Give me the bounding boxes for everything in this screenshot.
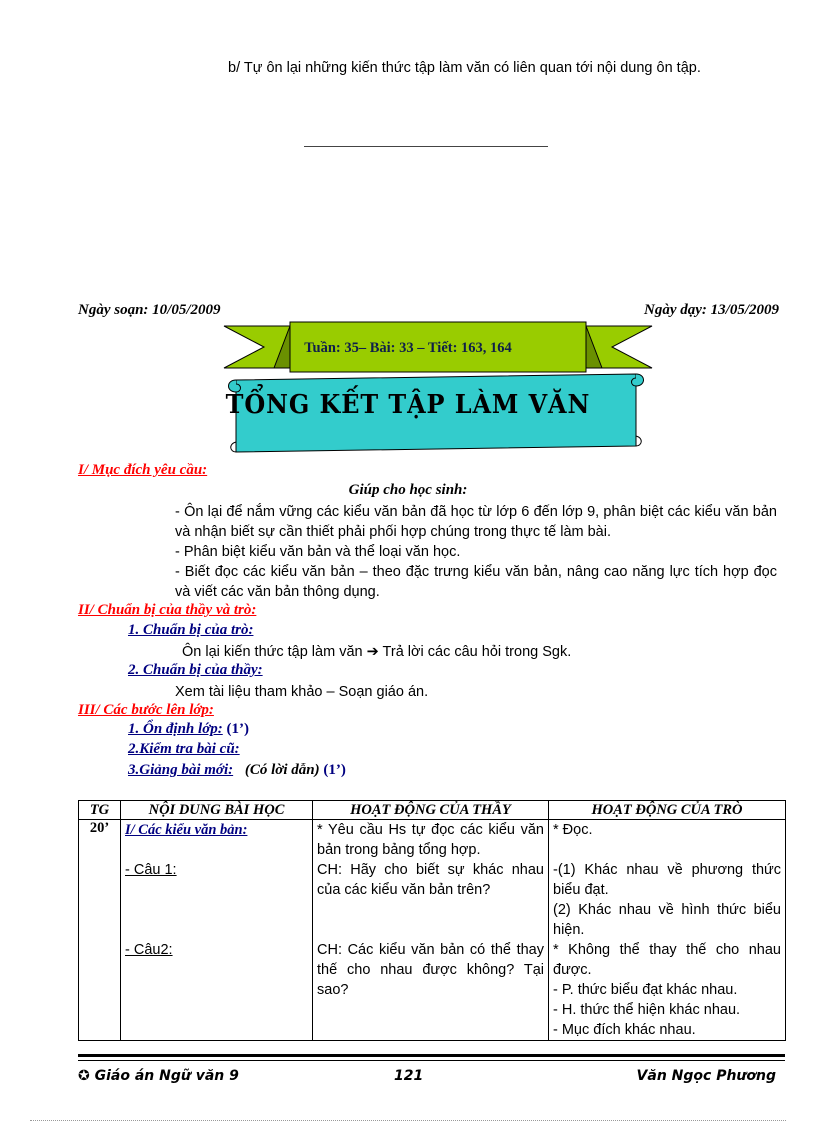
student-prep-text-a: Ôn lại kiến thức tập làm văn xyxy=(182,644,363,660)
objective-1: - Ôn lại để nắm vững các kiểu văn bản đã học từ lớp 6 đến lớp 9, phân biệt các kiểu văn bản và nhận biết sự cần thiết phải phối hợp chúng trong thực tế làm bài. xyxy=(175,504,777,540)
student-answer-5: - H. thức thể hiện khác nhau. xyxy=(553,1002,741,1018)
section2-heading: II/ Chuẩn bị của thầy và trò: xyxy=(78,602,257,618)
student-answer-4: - P. thức biểu đạt khác nhau. xyxy=(553,982,738,998)
week-lesson-label: Tuần: 35– Bài: 33 – Tiết: 163, 164 xyxy=(304,340,512,356)
lesson-table xyxy=(78,800,786,1041)
page-number: 121 xyxy=(394,1068,424,1084)
review-instruction: b/ Tự ôn lại những kiến thức tập làm văn có liên quan tới nội dung ôn tập. xyxy=(228,60,701,76)
step3-label: 3.Giảng bài mới: xyxy=(128,762,234,778)
page-edge xyxy=(30,1120,786,1121)
student-answer-2: (2) Khác nhau về hình thức biểu hiện. xyxy=(553,902,781,938)
scroll-curl-left-bottom xyxy=(231,442,236,452)
teacher-activity-1: * Yêu cầu Hs tự đọc các kiểu văn bản trong bảng tổng hợp. xyxy=(317,822,544,858)
date-taught: Ngày dạy: 13/05/2009 xyxy=(644,302,779,318)
footer-author: Văn Ngọc Phương xyxy=(636,1068,776,1084)
header-content: NỘI DUNG BÀI HỌC xyxy=(121,801,313,820)
step3-note: (Có lời dẫn) xyxy=(244,762,320,778)
header-time: TG xyxy=(79,801,121,820)
step1-time: (1’) xyxy=(226,721,249,737)
scroll-curl-right-bottom xyxy=(636,436,641,446)
step2-label: 2.Kiểm tra bài cũ: xyxy=(128,741,240,757)
table-header-row xyxy=(79,801,786,820)
date-prepared: Ngày soạn: 10/05/2009 xyxy=(78,302,221,318)
step1-line xyxy=(128,721,249,738)
footer-rule-thin xyxy=(78,1060,785,1061)
student-prep-text-b: Trả lời các câu hỏi trong Sgk. xyxy=(382,644,572,660)
question-1: - Câu 1: xyxy=(125,862,177,878)
objective-2: - Phân biệt kiểu văn bản và thể loại văn học. xyxy=(175,544,461,560)
flower-icon: ✪ xyxy=(78,1068,90,1084)
section1-intro: Giúp cho học sinh: xyxy=(348,482,468,498)
objective-3: - Biết đọc các kiểu văn bản – theo đặc trưng kiểu văn bản, nâng cao năng lực tích hợp đọc và viết các văn bản thông dụng. xyxy=(175,564,777,600)
footer-course: Giáo án Ngữ văn 9 xyxy=(94,1068,239,1084)
teacher-question-1: CH: Hãy cho biết sự khác nhau của các kiểu văn bản trên? xyxy=(317,862,544,898)
student-answer-6: - Mục đích khác nhau. xyxy=(553,1022,696,1038)
teacher-cell xyxy=(313,820,549,1041)
time-cell: 20’ xyxy=(79,820,121,1041)
content-cell xyxy=(121,820,313,1041)
student-prep-text xyxy=(182,642,571,662)
question-2: - Câu2: xyxy=(125,942,173,958)
step3-line xyxy=(128,762,346,779)
content-heading: I/ Các kiểu văn bản: xyxy=(125,822,248,838)
section3-heading: III/ Các bước lên lớp: xyxy=(78,702,214,718)
teacher-question-2: CH: Các kiểu văn bản có thể thay thế cho nhau được không? Tại sao? xyxy=(317,942,544,998)
step1-label: 1. Ổn định lớp: xyxy=(128,721,223,737)
footer-left xyxy=(78,1068,239,1084)
student-cell xyxy=(549,820,786,1041)
teacher-prep-text: Xem tài liệu tham khảo – Soạn giáo án. xyxy=(175,684,429,700)
header-student: HOẠT ĐỘNG CỦA TRÒ xyxy=(549,801,786,820)
step3-time: (1’) xyxy=(323,762,346,778)
footer-rule-thick xyxy=(78,1054,785,1057)
header-teacher: HOẠT ĐỘNG CỦA THẦY xyxy=(313,801,549,820)
student-prep-heading: 1. Chuẩn bị của trò: xyxy=(128,622,254,638)
arrow-icon: ➔ xyxy=(366,644,379,660)
table-row xyxy=(79,820,786,1041)
student-answer-1: -(1) Khác nhau về phương thức biểu đạt. xyxy=(553,862,781,898)
lesson-title: TỔNG KẾT TẬP LÀM VĂN xyxy=(225,390,591,420)
section1-heading: I/ Mục đích yêu cầu: xyxy=(78,462,208,478)
student-activity-1: * Đọc. xyxy=(553,822,593,838)
teacher-prep-heading: 2. Chuẩn bị của thầy: xyxy=(128,662,263,678)
student-answer-3: * Không thể thay thế cho nhau được. xyxy=(553,942,781,978)
